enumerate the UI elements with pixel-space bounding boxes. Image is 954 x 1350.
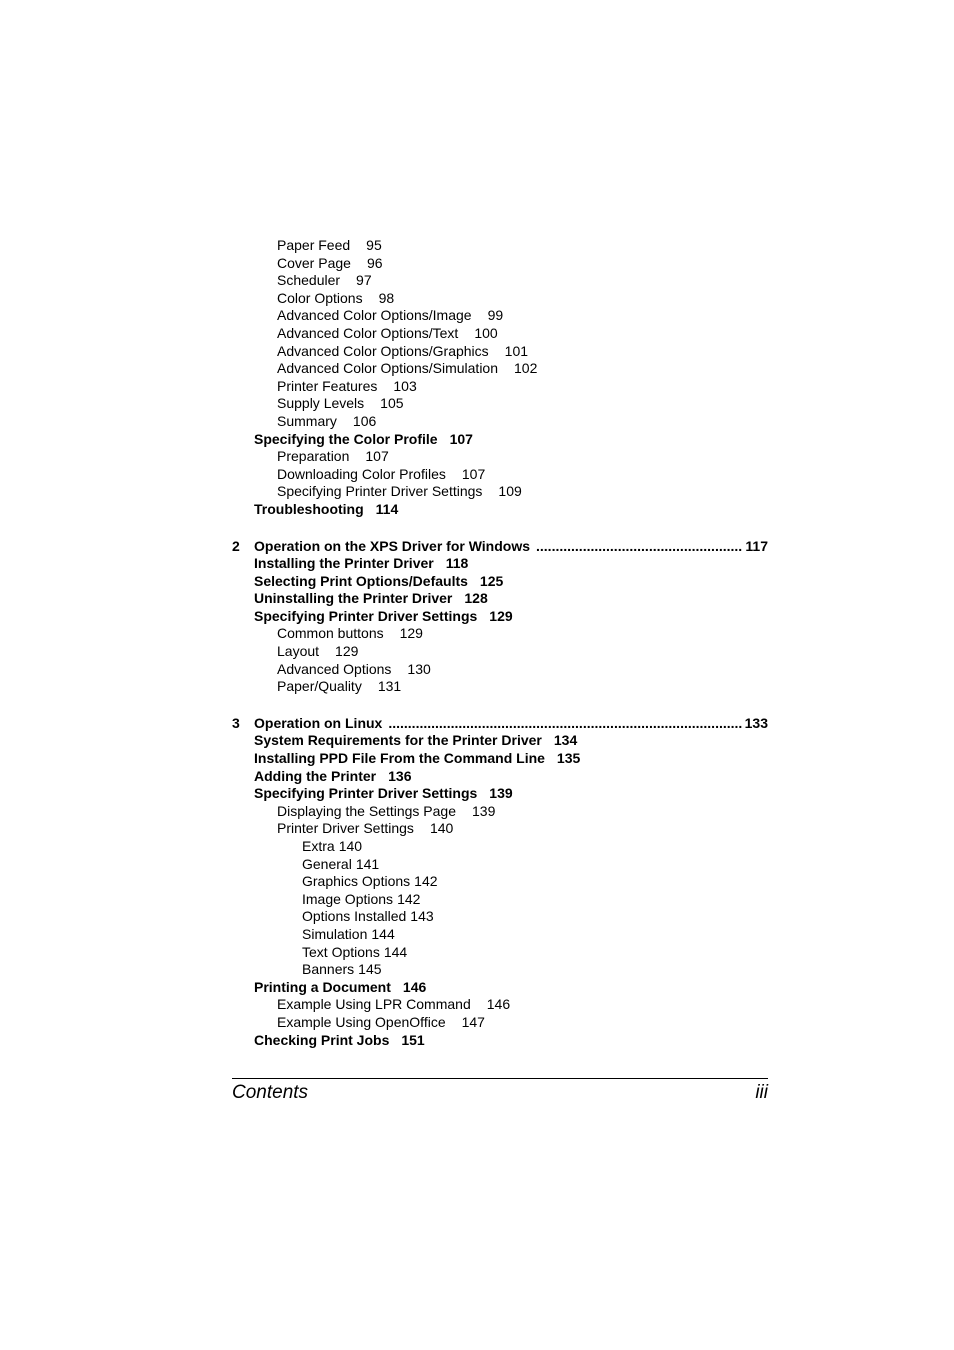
toc-entry-title: Displaying the Settings Page bbox=[277, 802, 456, 819]
page-footer bbox=[232, 1081, 768, 1105]
toc-entry-title: Options Installed bbox=[302, 908, 407, 925]
dot-leader bbox=[388, 715, 741, 733]
toc-entry-title: Printing a Document bbox=[254, 978, 391, 995]
toc-entry-page: 146 bbox=[486, 996, 511, 1013]
toc-entry-title: Advanced Color Options/Graphics bbox=[277, 342, 489, 359]
toc-entry-title: Specifying Printer Driver Settings bbox=[254, 607, 478, 624]
toc-section[interactable] bbox=[232, 608, 768, 626]
toc-entry-page: 134 bbox=[553, 732, 578, 749]
toc-subentry[interactable] bbox=[232, 961, 768, 979]
toc-entry-page: 144 bbox=[371, 925, 395, 942]
toc-entry-page: 107 bbox=[365, 448, 389, 465]
toc-entry-title: Printer Driver Settings bbox=[277, 820, 414, 837]
toc-entry[interactable] bbox=[232, 1014, 768, 1032]
toc-entry-page: 101 bbox=[504, 342, 529, 359]
toc-subentry[interactable] bbox=[232, 856, 768, 874]
toc-entry[interactable] bbox=[232, 413, 768, 431]
footer-divider bbox=[232, 1078, 768, 1079]
toc-subentry[interactable] bbox=[232, 891, 768, 909]
toc-entry-page: 125 bbox=[479, 572, 504, 589]
toc-entry-title: Specifying Printer Driver Settings bbox=[254, 785, 478, 802]
toc-entry-page: 146 bbox=[402, 978, 427, 995]
toc-section[interactable] bbox=[232, 555, 768, 573]
toc-entry-page: 98 bbox=[378, 289, 395, 306]
toc-entry-page: 142 bbox=[397, 890, 421, 907]
toc-entry[interactable] bbox=[232, 272, 768, 290]
toc-subentry[interactable] bbox=[232, 926, 768, 944]
toc-entry-title: Checking Print Jobs bbox=[254, 1031, 390, 1048]
toc-entry[interactable] bbox=[232, 290, 768, 308]
toc-entry-page: 136 bbox=[388, 767, 412, 784]
toc-entry-title: Paper Feed bbox=[277, 237, 351, 253]
toc-entry-title: Common buttons bbox=[277, 625, 384, 642]
toc-entry-page: 139 bbox=[472, 802, 496, 819]
toc-entry-page: 140 bbox=[429, 820, 454, 837]
chapter-number: 2 bbox=[232, 537, 240, 554]
toc-entry[interactable] bbox=[232, 360, 768, 378]
toc-entry-title: Advanced Color Options/Image bbox=[277, 307, 472, 324]
toc-entry[interactable] bbox=[232, 820, 768, 838]
toc-section[interactable] bbox=[232, 590, 768, 608]
toc-entry[interactable] bbox=[232, 643, 768, 661]
toc-entry[interactable] bbox=[232, 466, 768, 484]
toc-subentry[interactable] bbox=[232, 838, 768, 856]
toc-entry-title: Installing the Printer Driver bbox=[254, 555, 434, 572]
table-of-contents bbox=[232, 237, 768, 1049]
toc-entry-title: Color Options bbox=[277, 289, 363, 306]
footer-title: Contents bbox=[232, 1082, 309, 1103]
toc-entry-page: 140 bbox=[338, 838, 363, 854]
toc-entry[interactable] bbox=[232, 307, 768, 325]
toc-entry[interactable] bbox=[232, 661, 768, 679]
toc-entry-page: 147 bbox=[461, 1013, 485, 1030]
toc-entry-title: Specifying Printer Driver Settings bbox=[277, 483, 483, 500]
chapter-page: 117 bbox=[745, 537, 768, 554]
toc-entry-title: System Requirements for the Printer Driver bbox=[254, 732, 542, 749]
toc-entry-page: 129 bbox=[399, 625, 423, 642]
toc-entry-title: Preparation bbox=[277, 448, 350, 465]
toc-subentry[interactable] bbox=[232, 944, 768, 962]
toc-entry[interactable] bbox=[232, 483, 768, 501]
toc-entry-page: 142 bbox=[414, 873, 438, 890]
toc-entry[interactable] bbox=[232, 395, 768, 413]
toc-entry-title: Paper/Quality bbox=[277, 678, 362, 695]
toc-entry-page: 131 bbox=[377, 678, 402, 695]
toc-entry-page: 107 bbox=[461, 465, 486, 482]
toc-section[interactable] bbox=[232, 979, 768, 997]
toc-entry-title: Advanced Color Options/Simulation bbox=[277, 360, 499, 377]
toc-entry-page: 129 bbox=[335, 643, 359, 660]
toc-section[interactable] bbox=[232, 785, 768, 803]
toc-entry-page: 129 bbox=[489, 607, 513, 624]
toc-entry-title: Banners bbox=[302, 961, 355, 978]
toc-entry-page: 128 bbox=[464, 590, 488, 607]
toc-entry-title: Downloading Color Profiles bbox=[277, 465, 446, 482]
toc-entry-page: 130 bbox=[407, 660, 431, 677]
toc-entry[interactable] bbox=[232, 255, 768, 273]
toc-entry-page: 95 bbox=[366, 237, 382, 253]
toc-entry-title: Extra bbox=[302, 838, 335, 854]
toc-entry-title: Summary bbox=[277, 412, 337, 429]
chapter-title: Operation on Linux bbox=[254, 714, 383, 731]
toc-entry-title: Image Options bbox=[302, 890, 394, 907]
toc-entry-page: 105 bbox=[380, 395, 404, 412]
toc-entry-page: 109 bbox=[498, 483, 522, 500]
toc-section[interactable] bbox=[232, 732, 768, 750]
toc-entry-title: Installing PPD File From the Command Line bbox=[254, 750, 545, 767]
toc-entry-title: Selecting Print Options/Defaults bbox=[254, 572, 468, 589]
toc-section[interactable] bbox=[232, 431, 768, 449]
toc-entry-page: 118 bbox=[445, 555, 469, 572]
toc-section[interactable] bbox=[232, 501, 768, 519]
toc-entry-page: 151 bbox=[401, 1031, 425, 1048]
toc-entry-page: 99 bbox=[487, 307, 504, 324]
toc-entry-title: Supply Levels bbox=[277, 395, 365, 412]
toc-section[interactable] bbox=[232, 750, 768, 768]
toc-section[interactable] bbox=[232, 1032, 768, 1050]
toc-entry-title: Specifying the Color Profile bbox=[254, 430, 438, 447]
toc-entry-page: 114 bbox=[375, 500, 399, 517]
toc-entry-page: 96 bbox=[366, 254, 383, 271]
toc-entry-title: Layout bbox=[277, 643, 320, 660]
toc-entry[interactable] bbox=[232, 343, 768, 361]
toc-section[interactable] bbox=[232, 573, 768, 591]
toc-entry[interactable] bbox=[232, 378, 768, 396]
toc-entry[interactable] bbox=[232, 678, 768, 696]
toc-entry-title: Troubleshooting bbox=[254, 500, 364, 517]
toc-subentry[interactable] bbox=[232, 908, 768, 926]
toc-entry-title: General bbox=[302, 855, 352, 872]
toc-entry-page: 102 bbox=[514, 360, 538, 377]
toc-entry-page: 100 bbox=[474, 324, 498, 341]
toc-entry-title: Advanced Color Options/Text bbox=[277, 324, 459, 341]
dot-leader bbox=[536, 538, 742, 556]
toc-entry-title: Uninstalling the Printer Driver bbox=[254, 590, 453, 607]
toc-entry-title: Graphics Options bbox=[302, 873, 411, 890]
toc-entry[interactable] bbox=[232, 996, 768, 1014]
toc-entry-page: 145 bbox=[358, 961, 382, 978]
toc-entry-title: Simulation bbox=[302, 925, 368, 942]
toc-chapter-3[interactable] bbox=[232, 715, 768, 733]
toc-entry-title: Advanced Options bbox=[277, 660, 392, 677]
chapter-number: 3 bbox=[232, 714, 240, 731]
toc-entry-page: 97 bbox=[356, 272, 372, 289]
toc-entry-page: 141 bbox=[355, 855, 380, 872]
toc-entry[interactable] bbox=[232, 803, 768, 821]
chapter-page: 133 bbox=[744, 714, 768, 731]
toc-entry-title: Printer Features bbox=[277, 377, 378, 394]
toc-entry[interactable] bbox=[232, 625, 768, 643]
toc-entry-title: Adding the Printer bbox=[254, 767, 377, 784]
toc-entry[interactable] bbox=[232, 448, 768, 466]
toc-entry-title: Example Using LPR Command bbox=[277, 996, 471, 1013]
toc-entry-page: 107 bbox=[449, 430, 473, 447]
toc-entry-page: 143 bbox=[410, 908, 434, 925]
toc-entry-page: 106 bbox=[352, 412, 377, 429]
toc-subentry[interactable] bbox=[232, 873, 768, 891]
toc-entry-page: 135 bbox=[556, 750, 581, 767]
toc-entry-title: Cover Page bbox=[277, 254, 351, 271]
toc-entry[interactable] bbox=[232, 325, 768, 343]
toc-section[interactable] bbox=[232, 768, 768, 786]
toc-entry-page: 139 bbox=[489, 785, 513, 802]
toc-entry-page: 103 bbox=[393, 377, 417, 394]
footer-page-number: iii bbox=[755, 1082, 768, 1103]
toc-chapter-2[interactable] bbox=[232, 538, 768, 556]
toc-entry[interactable] bbox=[232, 237, 768, 255]
toc-entry-title: Example Using OpenOffice bbox=[277, 1013, 446, 1030]
chapter-title: Operation on the XPS Driver for Windows bbox=[254, 537, 531, 554]
toc-entry-title: Scheduler bbox=[277, 272, 341, 289]
toc-entry-page: 144 bbox=[383, 943, 408, 960]
toc-entry-title: Text Options bbox=[302, 943, 380, 960]
